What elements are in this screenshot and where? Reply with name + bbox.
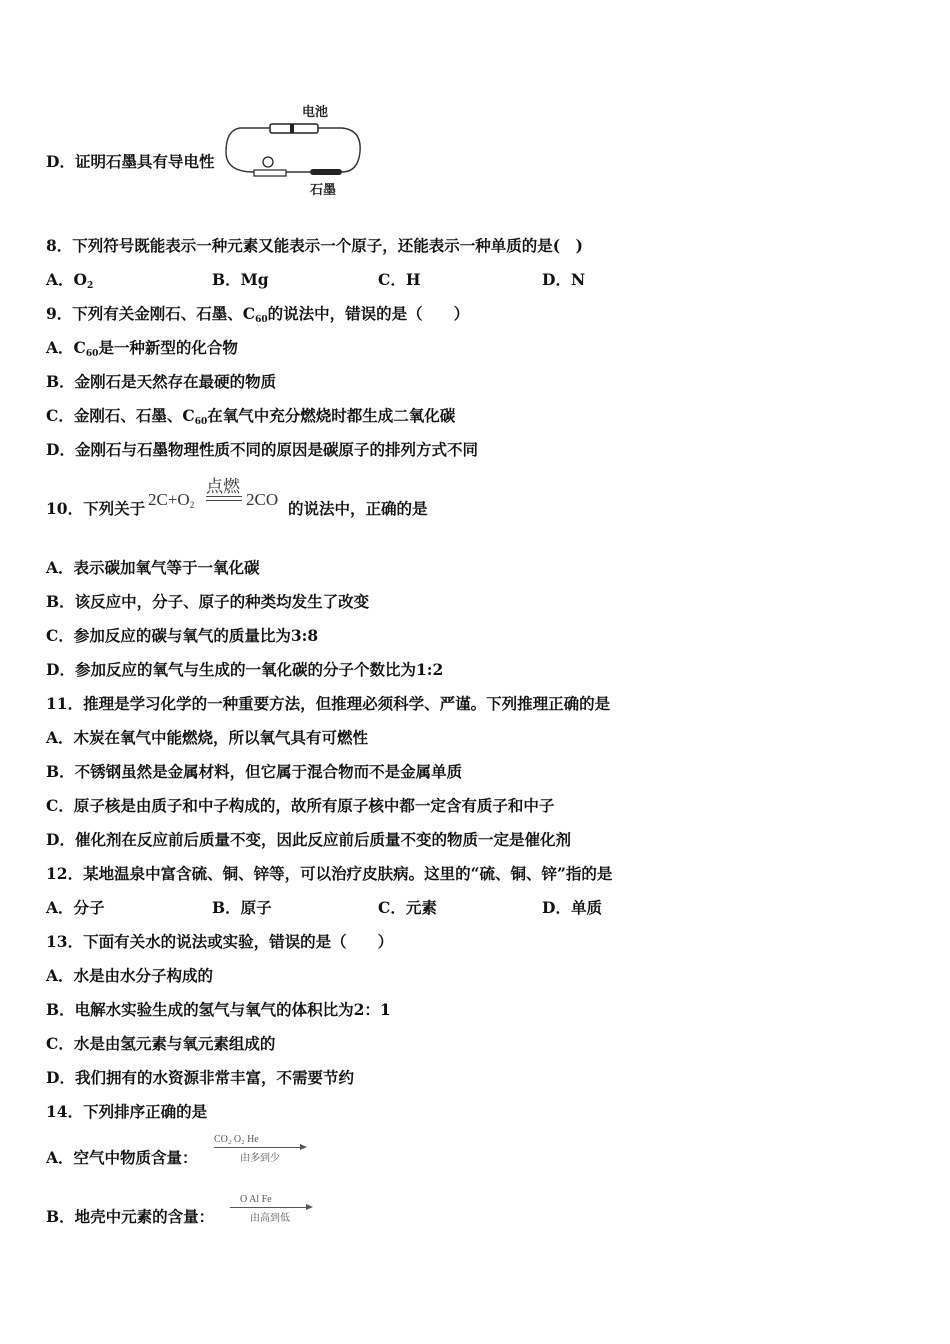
bulb-icon bbox=[263, 157, 273, 167]
combustion-equation bbox=[148, 470, 288, 520]
q8-option-c: C．H bbox=[378, 270, 421, 289]
circuit-diagram bbox=[222, 100, 367, 200]
q10-option-d: D．参加反应的氧气与生成的一氧化碳的分子个数比为1:2 bbox=[46, 660, 444, 679]
q12-option-a: A．分子 bbox=[46, 898, 105, 917]
q13-option-d: D．我们拥有的水资源非常丰富，不需要节约 bbox=[46, 1068, 354, 1087]
q13-option-c: C．水是由氢元素与氧元素组成的 bbox=[46, 1034, 276, 1053]
q12-option-d: D．单质 bbox=[542, 898, 602, 917]
q11-option-a: A．木炭在氧气中能燃烧，所以氧气具有可燃性 bbox=[46, 728, 369, 747]
q10-option-c: C．参加反应的碳与氧气的质量比为3:8 bbox=[46, 626, 319, 645]
q10-stem-pre: 10．下列关于 bbox=[46, 499, 146, 518]
q11-option-c: C．原子核是由质子和中子构成的，故所有原子核中都一定含有质子和中子 bbox=[46, 796, 555, 815]
q10-option-a: A．表示碳加氧气等于一氧化碳 bbox=[46, 558, 260, 577]
q8-option-d: D．N bbox=[542, 270, 586, 289]
q9-stem: 9．下列有关金刚石、石墨、$C_{60}$的说法中，错误的是（ ） bbox=[46, 304, 470, 325]
q7-option-d: D．证明石墨具有导电性 bbox=[46, 152, 215, 171]
q13-option-a: A．水是由水分子构成的 bbox=[46, 966, 214, 985]
arrow-top-label: O Al Fe bbox=[240, 1194, 272, 1205]
q10-stem-post: 的说法中，正确的是 bbox=[288, 499, 428, 518]
q13-stem: 13．下面有关水的说法或实验，错误的是（ ） bbox=[46, 932, 394, 951]
q12-stem: 12．某地温泉中富含硫、铜、锌等，可以治疗皮肤病。这里的“硫、铜、锌”指的是 bbox=[46, 864, 613, 883]
equation-left: $2C+O_2$ bbox=[148, 490, 195, 510]
equation-condition: 点燃 bbox=[206, 477, 240, 496]
battery-label: 电池 bbox=[302, 105, 329, 120]
q11-option-b: B．不锈钢虽然是金属材料，但它属于混合物而不是金属单质 bbox=[46, 762, 463, 781]
q14-a-order-arrow bbox=[214, 1132, 314, 1164]
q8-option-a: A．$O_2$ bbox=[46, 270, 94, 291]
q9-option-d: D．金刚石与石墨物理性质不同的原因是碳原子的排列方式不同 bbox=[46, 440, 478, 459]
graphite-rod-icon bbox=[310, 169, 342, 175]
q8-stem: 8．下列符号既能表示一种元素又能表示一个原子，还能表示一种单质的是( ) bbox=[46, 236, 583, 255]
q13-option-b: B．电解水实验生成的氢气与氧气的体积比为2：1 bbox=[46, 1000, 391, 1019]
q8-option-b: B．Mg bbox=[212, 270, 269, 289]
q11-option-d: D．催化剂在反应前后质量不变，因此反应前后质量不变的物质一定是催化剂 bbox=[46, 830, 571, 849]
q12-option-b: B．原子 bbox=[212, 898, 272, 917]
arrow-top-label: CO₂ O₂ He bbox=[214, 1134, 259, 1145]
q14-option-a: A．空气中物质含量： bbox=[46, 1148, 198, 1167]
q14-b-order-arrow bbox=[230, 1192, 330, 1224]
q14-option-b: B．地壳中元素的含量： bbox=[46, 1207, 215, 1226]
q12-option-c: C．元素 bbox=[378, 898, 437, 917]
arrow-right-icon bbox=[300, 1144, 307, 1150]
q9-option-b: B．金刚石是天然存在最硬的物质 bbox=[46, 372, 277, 391]
arrow-bottom-label: 由高到低 bbox=[250, 1213, 290, 1224]
q9-option-c: C．金刚石、石墨、$C_{60}$在氧气中充分燃烧时都生成二氧化碳 bbox=[46, 406, 456, 427]
q11-stem: 11．推理是学习化学的一种重要方法，但推理必须科学、严谨。下列推理正确的是 bbox=[46, 694, 611, 713]
arrow-bottom-label: 由多到少 bbox=[240, 1153, 280, 1164]
q9-option-a: A．$C_{60}$是一种新型的化合物 bbox=[46, 338, 238, 359]
arrow-right-icon bbox=[306, 1204, 313, 1210]
graphite-label: 石墨 bbox=[310, 183, 337, 198]
q10-option-b: B．该反应中，分子、原子的种类均发生了改变 bbox=[46, 592, 370, 611]
q14-stem: 14．下列排序正确的是 bbox=[46, 1102, 208, 1121]
equation-right: 2CO bbox=[246, 490, 279, 509]
